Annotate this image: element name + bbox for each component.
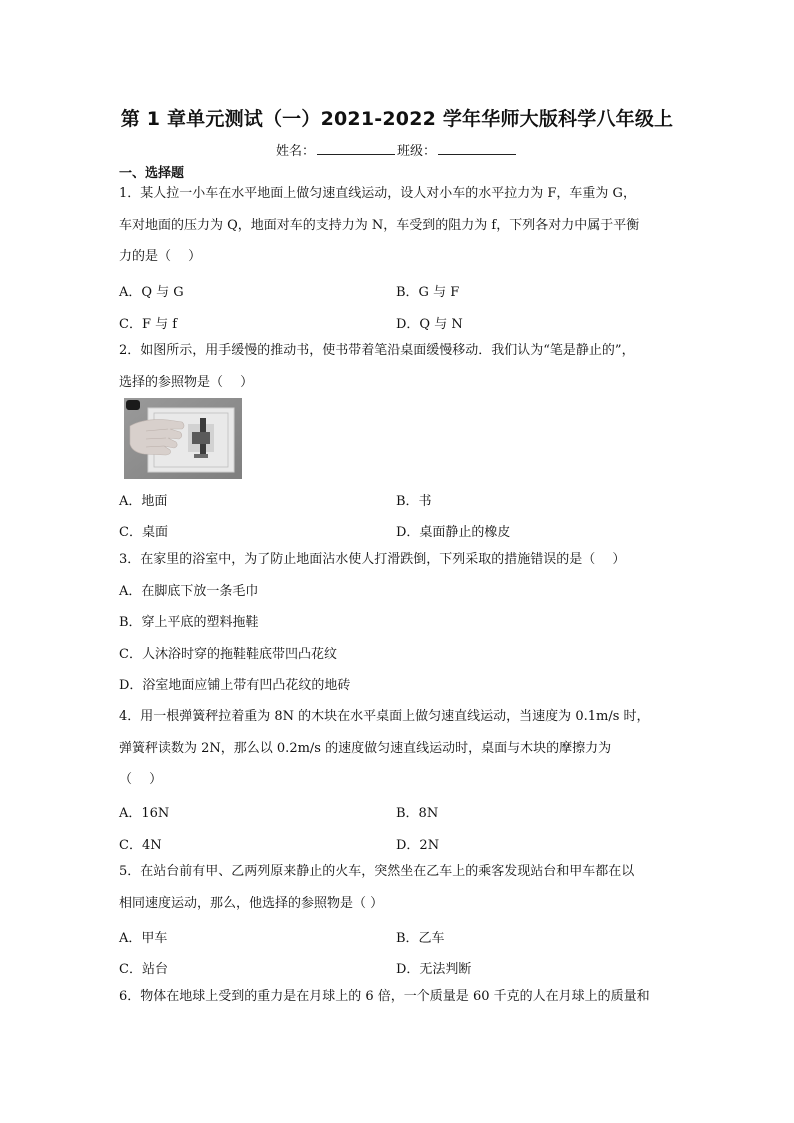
option-c: C．人沐浴时穿的拖鞋鞋底带凹凸花纹 [119, 646, 337, 662]
option-b: B．G 与 F [396, 285, 460, 300]
question-line: 1．某人拉一小车在水平地面上做匀速直线运动，设人对小车的水平拉力为 F，车重为 G， [119, 186, 636, 201]
question-line: 弹簧秤读数为 2N，那么以 0.2m/s 的速度做匀速直线运动时，桌面与木块的摩擦力为 [119, 740, 612, 756]
option-d: D．2N [396, 838, 440, 853]
name-blank[interactable] [317, 142, 395, 155]
option-a: A．甲车 [119, 931, 168, 946]
option-a: A．地面 [119, 494, 168, 509]
question-3 [119, 544, 679, 702]
class-blank[interactable] [438, 142, 516, 155]
question-line: 6．物体在地球上受到的重力是在月球上的 6 倍，一个质量是 60 千克的人在月球上的质量和 [119, 989, 650, 1004]
option-c: C．F 与 f [119, 317, 178, 332]
section-title: 一、选择题 [119, 166, 185, 181]
question-line: 3．在家里的浴室中，为了防止地面沾水使人打滑跌倒，下列采取的措施错误的是（ ） [119, 552, 626, 567]
question-line: 选择的参照物是（ ） [119, 374, 254, 390]
option-b: B．书 [396, 494, 432, 509]
option-d: D．浴室地面应铺上带有凹凸花纹的地砖 [119, 678, 351, 693]
option-d: D．Q 与 N [396, 317, 463, 332]
question-6 [119, 981, 679, 1013]
option-b: B．穿上平底的塑料拖鞋 [119, 615, 259, 630]
question-line: 4．用一根弹簧秤拉着重为 8N 的木块在水平桌面上做匀速直线运动，当速度为 0.1m/s 时， [119, 709, 650, 724]
question-line: 力的是（ ） [119, 249, 202, 264]
question-line: 车对地面的压力为 Q，地面对车的支持力为 N，车受到的阻力为 f，下列各对力中属于平衡 [119, 217, 640, 233]
name-label: 姓名： [275, 144, 315, 159]
question-line: 5．在站台前有甲、乙两列原来静止的火车，突然坐在乙车上的乘客发现站台和甲车都在以 [119, 864, 635, 879]
question-4 [119, 701, 679, 796]
option-c: C．4N [119, 838, 162, 853]
question-1 [119, 178, 679, 273]
option-b: B．8N [396, 806, 439, 821]
option-d: D．无法判断 [396, 962, 472, 977]
document-title: 第 1 章单元测试（一）2021-2022 学年华师大版科学八年级上 [120, 108, 674, 130]
option-a: A．16N [119, 806, 170, 821]
option-c: C．站台 [119, 962, 168, 977]
question-line: 2．如图所示，用手缓慢的推动书，使书带着笔沿桌面缓慢移动．我们认为“笔是静止的”， [119, 343, 635, 358]
question-2 [119, 335, 679, 398]
option-a: A．在脚底下放一条毛巾 [119, 583, 259, 599]
question-line: 相同速度运动，那么，他选择的参照物是（ ） [119, 895, 384, 911]
class-label: 班级： [397, 144, 437, 159]
option-b: B．乙车 [396, 931, 445, 946]
name-class-line [0, 140, 794, 159]
question-5 [119, 856, 679, 919]
option-c: C．桌面 [119, 525, 168, 540]
hand-pushing-book-figure [124, 398, 242, 479]
option-a: A．Q 与 G [119, 285, 184, 300]
option-d: D．桌面静止的橡皮 [396, 525, 511, 540]
question-line: （ ） [119, 772, 163, 787]
